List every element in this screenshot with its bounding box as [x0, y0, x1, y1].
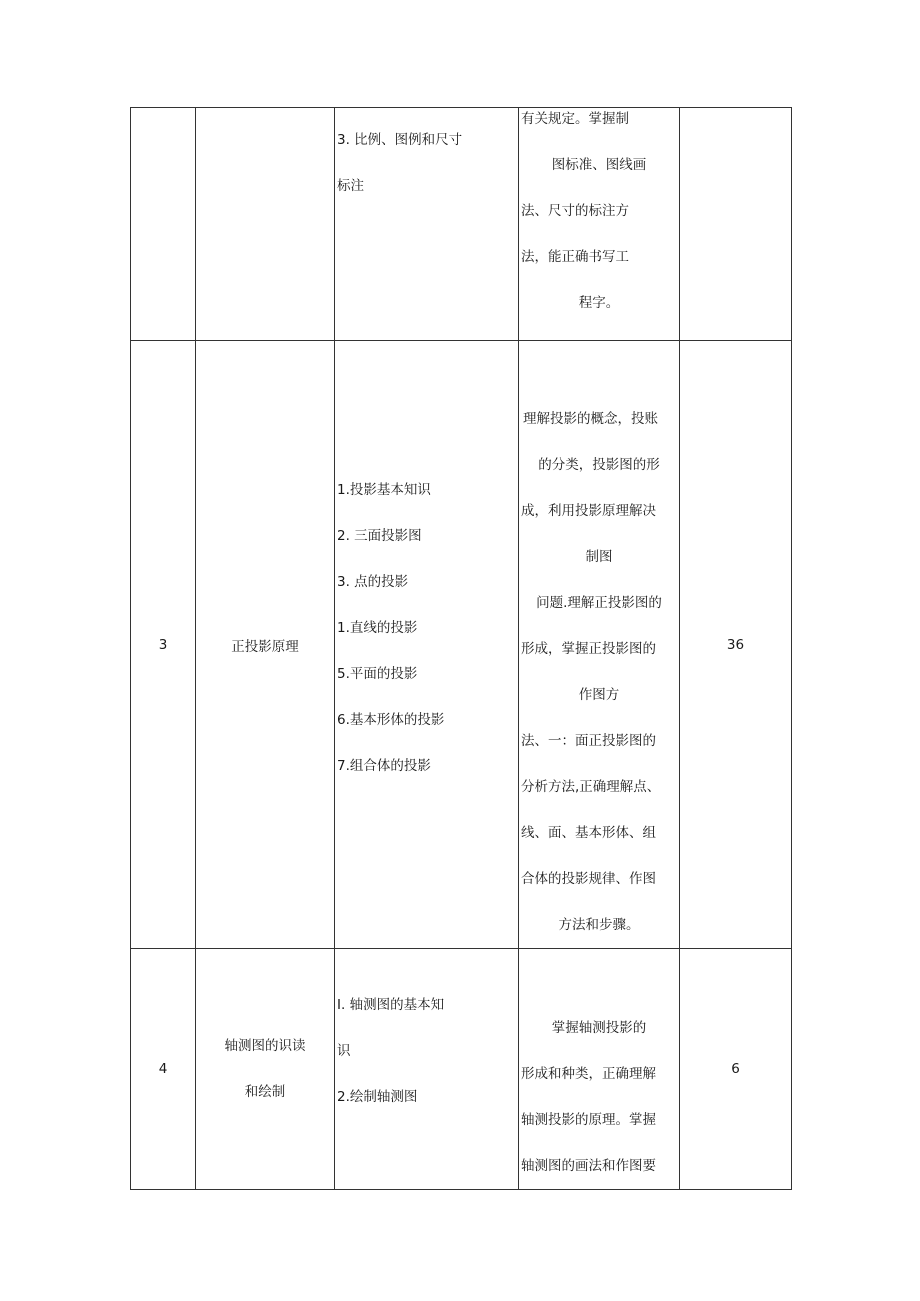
requirement-line: 轴测投影的原理。掌握 — [521, 1112, 656, 1128]
requirement-line: 线、面、基本形体、组 — [521, 825, 656, 841]
requirement-line: 形成和种类，正确理解 — [521, 1066, 656, 1082]
requirement-line: 理解投影的概念，投账 — [523, 411, 658, 427]
content-line: 2.绘制轴测图 — [337, 1089, 418, 1105]
requirement-line: 掌握轴测投影的 — [551, 1020, 647, 1036]
requirement-line: 问题.理解正投影图的 — [536, 595, 662, 611]
hours-cell — [680, 108, 792, 341]
requirement-line: 作图方 — [578, 687, 620, 703]
course-table — [130, 107, 792, 1190]
content-cell — [335, 341, 519, 949]
content-line: 标注 — [337, 178, 364, 194]
requirement-line: 程字。 — [578, 295, 620, 311]
topic-line: 正投影原理 — [231, 638, 299, 655]
content-line: 7.组合体的投影 — [337, 758, 431, 774]
requirement-line: 成，利用投影原理解决 — [521, 503, 656, 519]
requirement-line: 法、尺寸的标注方 — [521, 203, 629, 219]
requirement-cell — [519, 949, 680, 1190]
table-row — [131, 108, 792, 341]
requirement-line: 有关规定。掌握制 — [521, 111, 629, 127]
content-line: 5.平面的投影 — [337, 666, 418, 682]
requirement-line: 图标准、图线画 — [551, 157, 647, 173]
row-number-cell: 4 — [131, 949, 196, 1190]
hours-cell: 36 — [680, 341, 792, 949]
content-line: I. 轴测图的基本知 — [337, 997, 445, 1013]
requirement-cell — [519, 341, 680, 949]
row-number-cell: 3 — [131, 341, 196, 949]
content-line: 2. 三面投影图 — [337, 528, 422, 544]
requirement-line: 方法和步骤。 — [558, 917, 640, 933]
requirement-line: 形成，掌握正投影图的 — [521, 641, 656, 657]
requirement-line: 分析方法,正确理解点、 — [521, 779, 661, 795]
content-cell — [335, 949, 519, 1190]
topic-line: 和绘制 — [244, 1084, 286, 1100]
content-cell — [335, 108, 519, 341]
row-number-cell — [131, 108, 196, 341]
topic-line: 轴测图的识读 — [224, 1038, 306, 1054]
requirement-line: 的分类，投影图的形 — [538, 457, 660, 473]
requirement-cell — [519, 108, 680, 341]
content-line: 3. 比例、图例和尺寸 — [337, 132, 463, 148]
requirement-line: 法、一：面正投影图的 — [521, 733, 656, 749]
table-row — [131, 341, 792, 949]
topic-cell — [196, 949, 335, 1190]
requirement-line: 合体的投影规律、作图 — [521, 871, 656, 887]
requirement-line: 轴测图的画法和作图要 — [521, 1158, 656, 1174]
topic-cell — [196, 341, 335, 949]
content-line: 1.投影基本知识 — [337, 482, 431, 498]
table-row — [131, 949, 792, 1190]
content-line: 6.基本形体的投影 — [337, 712, 445, 728]
requirement-line: 制图 — [585, 549, 613, 565]
content-line: 3. 点的投影 — [337, 574, 409, 590]
content-line: 识 — [337, 1043, 351, 1059]
requirement-line: 法，能正确书写工 — [521, 249, 629, 265]
topic-cell — [196, 108, 335, 341]
content-line: 1.直线的投影 — [337, 620, 418, 636]
hours-cell: 6 — [680, 949, 792, 1190]
